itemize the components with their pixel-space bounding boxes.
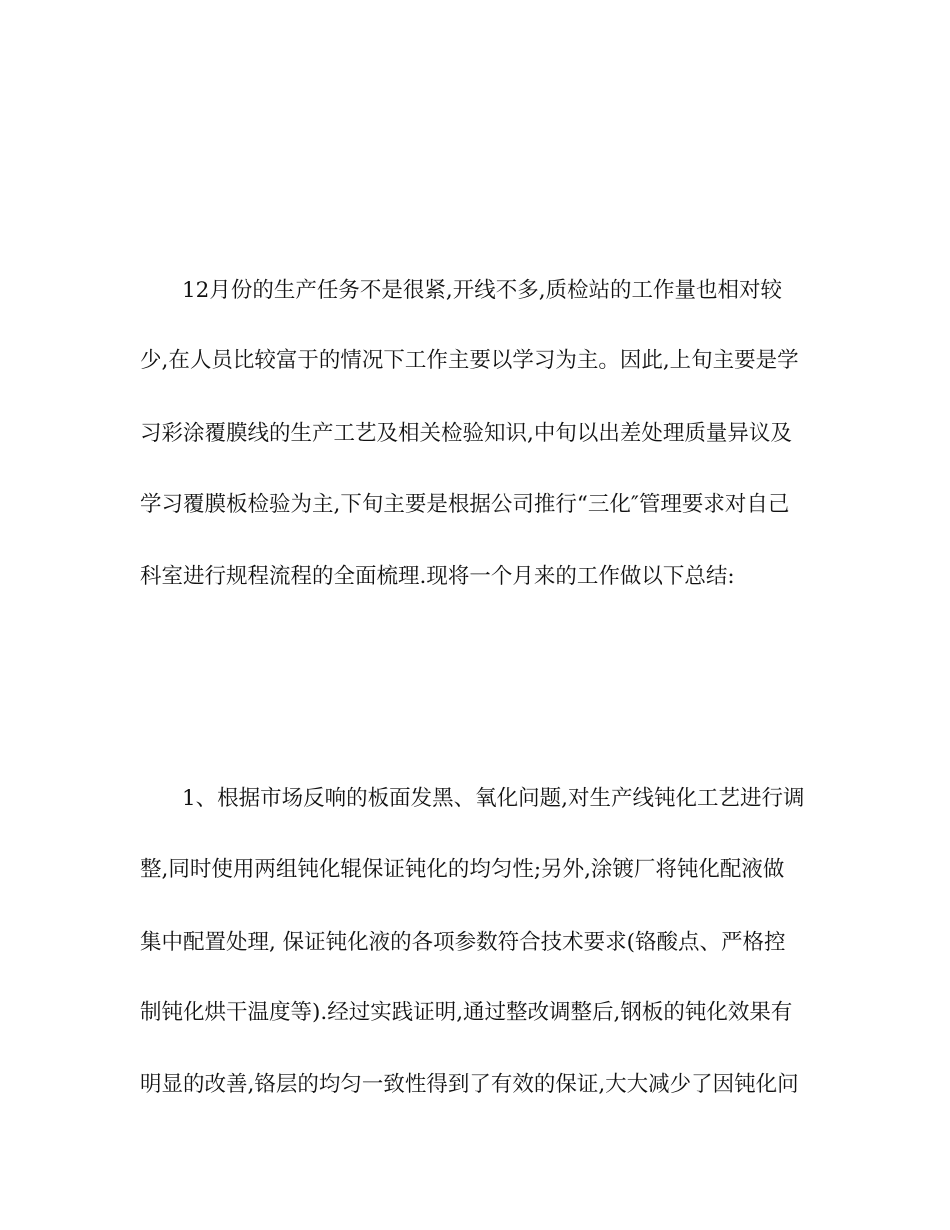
text-line: 少,在人员比较富于的情况下工作主要以学习为主。因此,上旬主要是学 [140,348,799,373]
text-line: 学习覆膜板检验为主,下旬主要是根据公司推行“三化″管理要求对自己 [140,492,790,517]
text-line: 明显的改善,铬层的均匀一致性得到了有效的保证,大大减少了因钝化问 [140,1072,799,1097]
text-line: 科室进行规程流程的全面梳理.现将一个月来的工作做以下总结: [140,564,735,589]
text-line: 制钝化烘干温度等).经过实践证明,通过整改调整后,钢板的钝化效果有 [140,1000,793,1025]
text-line: 习彩涂覆膜线的生产工艺及相关检验知识,中旬以出差处理质量异议及 [140,421,792,446]
text-line: 集中配置处理, 保证钝化液的各项参数符合技术要求(铬酸点、严格控 [140,930,786,955]
text-line: 1、根据市场反响的板面发黑、氧化问题,对生产线钝化工艺进行调 [182,786,805,811]
text-line: 12月份的生产任务不是很紧,开线不多,质检站的工作量也相对较 [182,278,783,303]
text-line: 整,同时使用两组钝化辊保证钝化的均匀性;另外,涂镀厂将钝化配液做 [140,857,785,882]
